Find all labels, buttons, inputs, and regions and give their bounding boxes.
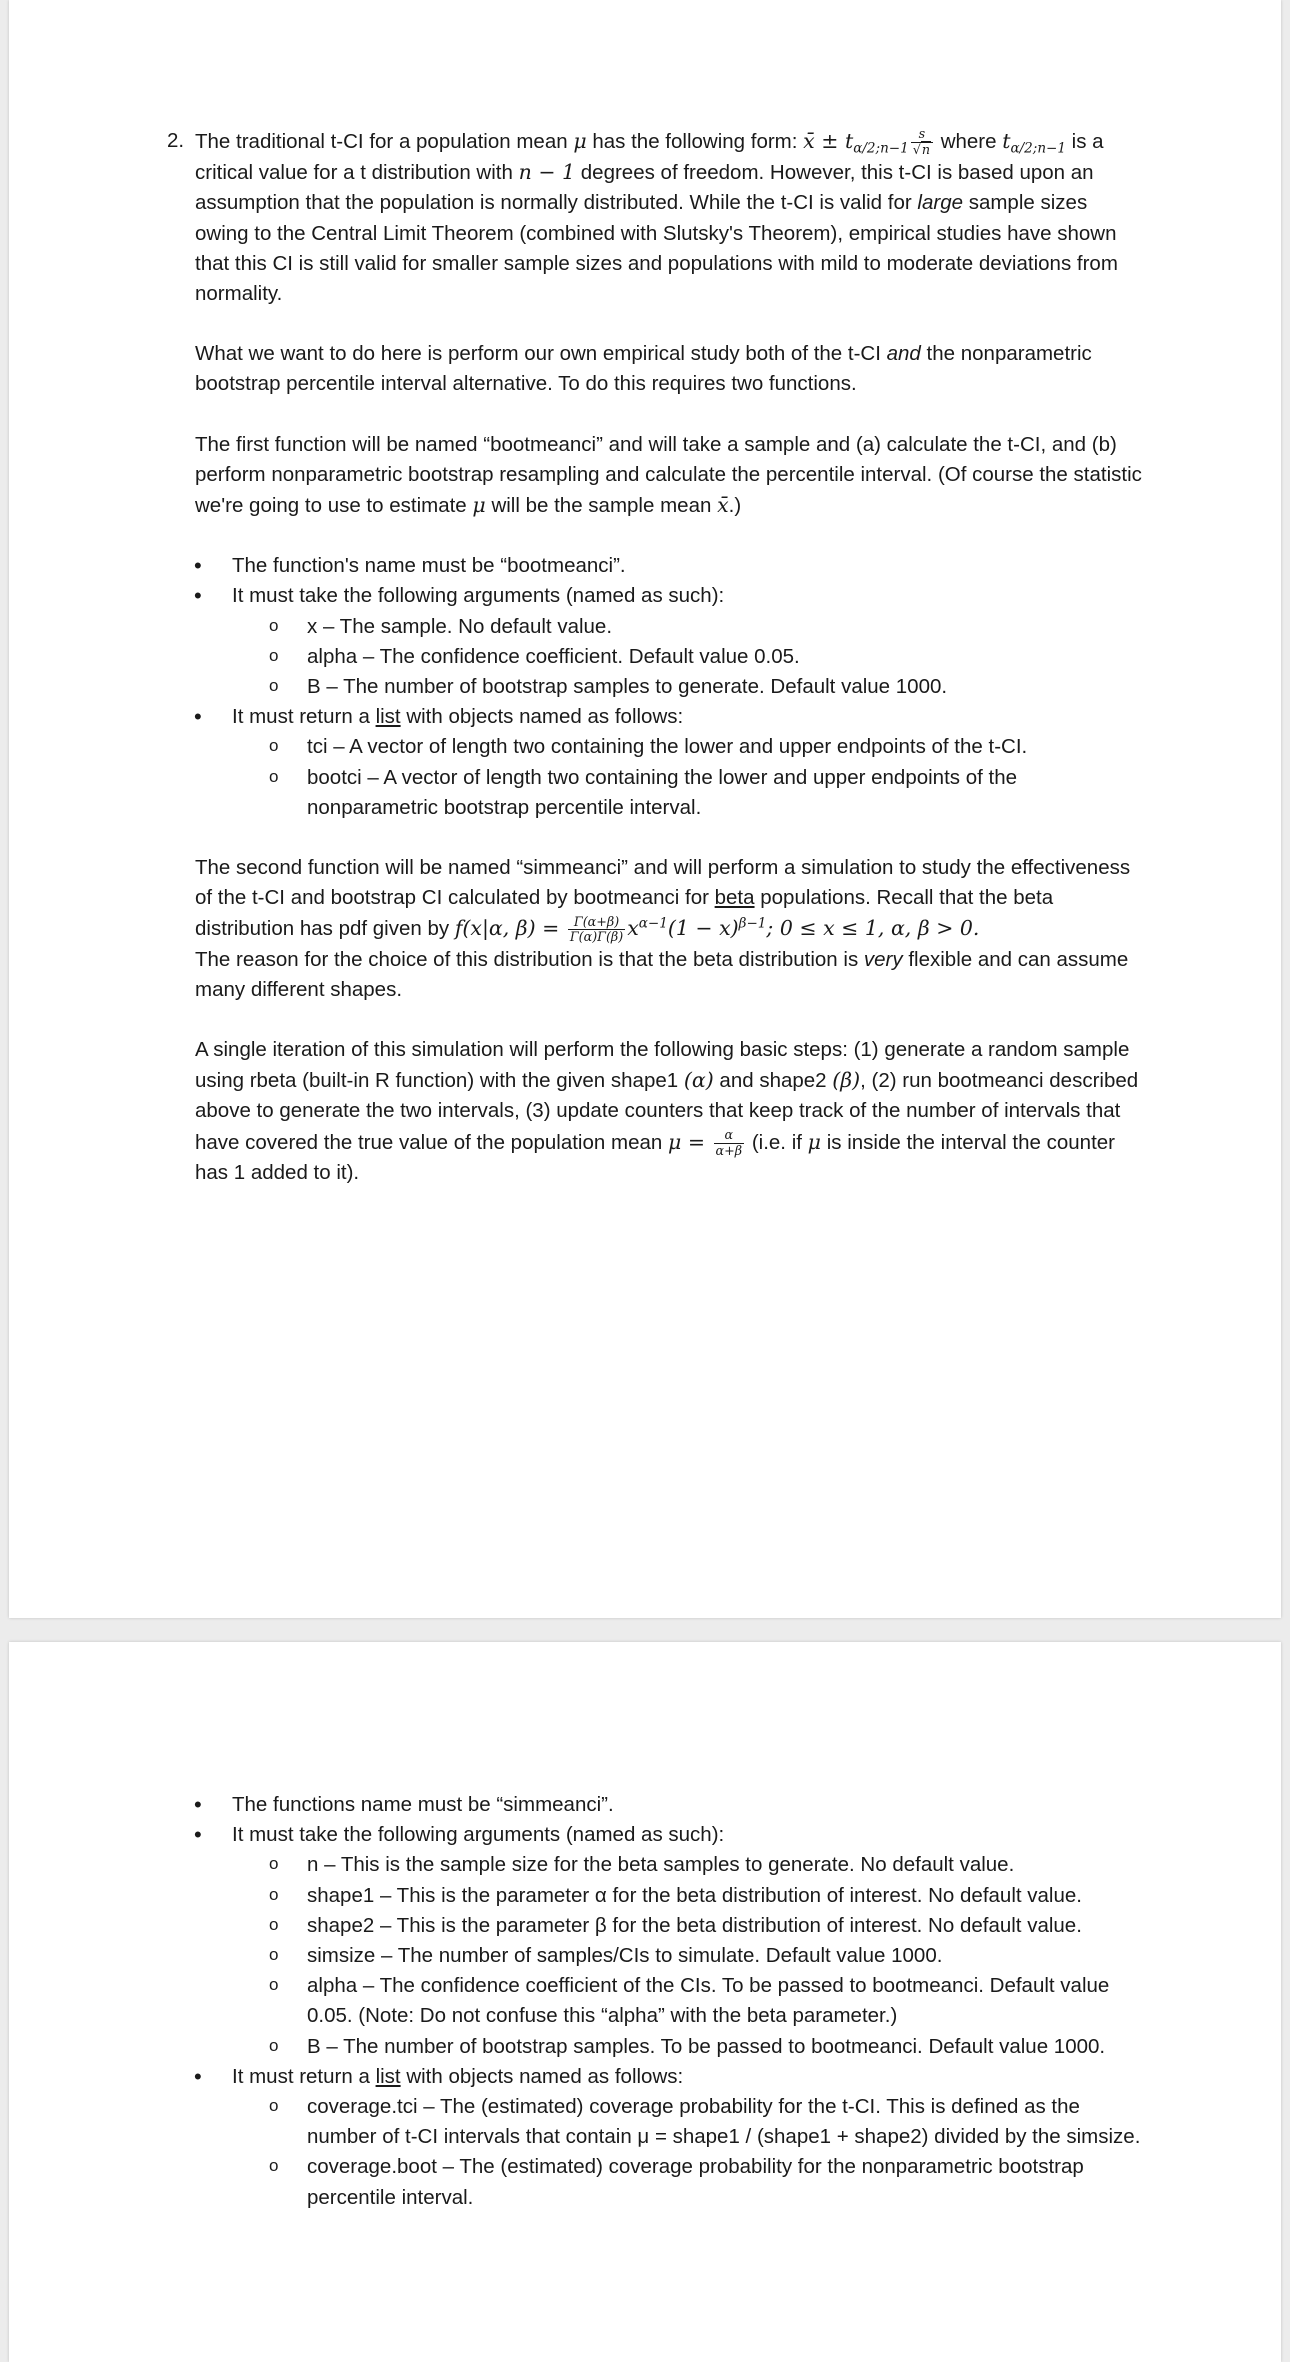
simmeanci-paragraph xyxy=(195,853,1145,1005)
list-item xyxy=(195,581,1145,702)
mu-equals: μ = xyxy=(667,1129,706,1154)
text: sample sizes owing to the Central Limit Theorem (combined with Slutsky's Theorem), empirical studies have shown that this CI is still valid for smaller sample sizes and populations with mild to moderate deviations from normality. xyxy=(195,191,1118,306)
sub-list-item: o x – The sample. No default value. xyxy=(232,612,1145,642)
sub-list-item: o bootci – A vector of length two containing the lower and upper endpoints of the nonparametric bootstrap percentile interval. xyxy=(232,763,1145,823)
text: It must take the following arguments (named as such): xyxy=(232,584,725,608)
sub-list-item: o alpha – The confidence coefficient. Default value 0.05. xyxy=(232,642,1145,672)
frac-denominator: Γ(α)Γ(β) xyxy=(569,929,624,945)
text: , (2) run bootmeanci described above to generate the two intervals, (3) update counters that keep track of the number of intervals that have covered the true value of the population mean xyxy=(195,1069,1139,1154)
support: ; 0 ≤ x ≤ 1, α, β > 0. xyxy=(766,916,980,941)
text: (i.e. if xyxy=(751,1130,802,1154)
text: The function's name must be “bootmeanci”. xyxy=(232,554,626,578)
very-emphasis: very xyxy=(863,947,903,971)
iteration-paragraph xyxy=(195,1035,1145,1188)
sub-list-item: o shape1 – This is the parameter α for the beta distribution of interest. No default value. xyxy=(232,1881,1145,1911)
alpha-symbol: (α) xyxy=(683,1068,714,1093)
xbar-symbol: x̄ xyxy=(717,493,729,518)
text: will be the sample mean xyxy=(491,494,712,518)
list-item xyxy=(195,551,1145,581)
intro-paragraph xyxy=(167,126,1145,309)
arguments-list xyxy=(232,612,1145,703)
bootmeanci-paragraph xyxy=(195,430,1145,522)
list-item xyxy=(195,702,1145,823)
t-ci-formula xyxy=(803,126,935,157)
page-1-content xyxy=(167,126,1145,1218)
document-page-1 xyxy=(9,0,1281,1618)
text: A single iteration of this simulation will perform the following basic steps: (1) generate a random sample using rbeta (built-in R function) with the given shape1 xyxy=(195,1038,1130,1093)
text: is inside the interval the counter has 1 added to it). xyxy=(195,1130,1115,1184)
and-emphasis: and xyxy=(886,342,921,366)
list-underlined: list xyxy=(375,2064,401,2088)
page-2-content xyxy=(195,1790,1145,2243)
study-paragraph xyxy=(195,339,1145,399)
sub-list-item: o B – The number of bootstrap samples to generate. Default value 1000. xyxy=(232,672,1145,702)
beta-underlined: beta xyxy=(714,886,755,910)
sub-list-item: o alpha – The confidence coefficient of the CIs. To be passed to bootmeanci. Default value 0.05. (Note: Do not confuse this “alpha” with the beta parameter.) xyxy=(232,1971,1145,2031)
text: It must return a xyxy=(232,705,370,729)
frac-denominator xyxy=(911,143,933,157)
text: What we want to do here is perform our own empirical study both of the t-CI xyxy=(195,342,881,366)
text: with objects named as follows: xyxy=(406,2064,684,2088)
text: The functions name must be “simmeanci”. xyxy=(232,1793,614,1816)
gamma-fraction xyxy=(568,913,625,945)
sub-list-item: o B – The number of bootstrap samples. To be passed to bootmeanci. Default value 1000. xyxy=(232,2032,1145,2062)
n-minus-1: n − 1 xyxy=(518,160,576,185)
arguments-list xyxy=(232,1850,1145,2061)
plus-minus-symbol: ± xyxy=(821,129,839,153)
t-symbol: t xyxy=(844,129,854,153)
sub-list-item: o coverage.boot – The (estimated) coverage probability for the nonparametric bootstrap percentile interval. xyxy=(232,2152,1145,2212)
return-list xyxy=(232,732,1145,823)
list-item xyxy=(195,2062,1145,2213)
mu-symbol: μ xyxy=(472,493,486,518)
text: .) xyxy=(728,494,742,518)
sqrt-radicand: n xyxy=(921,142,930,157)
text: flexible and can assume many different shapes. xyxy=(195,947,1129,1001)
beta-symbol: (β) xyxy=(832,1068,861,1093)
critical-value xyxy=(1002,129,1066,157)
pdf-lhs: f(x|α, β) = xyxy=(454,916,560,941)
list-underlined: list xyxy=(375,705,401,729)
t-symbol: t xyxy=(1002,129,1011,153)
t-subscript: α/2;n−1 xyxy=(853,140,909,157)
sub-list-item: o coverage.tci – The (estimated) coverage probability for the t-CI. This is defined as the number of t-CI intervals that contain μ = shape1 / (shape1 + shape2) divided by the simsize. xyxy=(232,2092,1145,2152)
text: is a critical value for a t distribution with xyxy=(195,130,1104,185)
document-page-2 xyxy=(9,1642,1281,2362)
return-list xyxy=(232,2092,1145,2213)
text: and shape2 xyxy=(719,1069,827,1093)
mu-symbol: μ xyxy=(573,129,587,153)
text: populations. Recall that the beta distribution has pdf given by xyxy=(195,886,1054,941)
text: It must return a xyxy=(232,2064,370,2088)
frac-numerator: s xyxy=(911,128,933,143)
sub-list-item: o shape2 – This is the parameter β for the beta distribution of interest. No default value. xyxy=(232,1911,1145,1941)
bootmeanci-requirements xyxy=(195,551,1145,823)
sqrt-symbol: √ xyxy=(912,142,921,157)
sub-list-item: o n – This is the sample size for the beta samples to generate. No default value. xyxy=(232,1850,1145,1880)
alpha-fraction xyxy=(714,1126,745,1158)
text: with objects named as follows: xyxy=(406,705,684,729)
t-subscript: α/2;n−1 xyxy=(1010,140,1066,157)
text: where xyxy=(940,130,997,153)
mu-definition xyxy=(667,1126,746,1158)
one-minus-x: (1 − x) xyxy=(667,916,739,941)
mu-symbol: μ xyxy=(807,1129,821,1154)
x-symbol: x xyxy=(627,916,639,941)
sub-list-item: o tci – A vector of length two containing the lower and upper endpoints of the t-CI. xyxy=(232,732,1145,762)
text: the nonparametric bootstrap percentile interval alternative. To do this requires two functions. xyxy=(195,342,1092,396)
beta-pdf-formula xyxy=(454,913,980,945)
text: degrees of freedom. However, this t-CI is based upon an assumption that the population is normally distributed. While the t-CI is valid for xyxy=(195,161,1094,215)
frac-numerator: α xyxy=(714,1129,745,1144)
exponent: α−1 xyxy=(638,916,668,933)
large-emphasis: large xyxy=(917,191,963,215)
exponent: β−1 xyxy=(738,916,767,933)
frac-denominator: α+β xyxy=(715,1142,743,1158)
simmeanci-requirements xyxy=(195,1790,1145,2213)
text: The first function will be named “bootmeanci” and will take a sample and (a) calculate the t-CI, and (b) perform nonparametric bootstrap resampling and calculate the percentile interval. (Of course the statistic we're going to use to estimate xyxy=(195,432,1142,518)
list-item xyxy=(195,1820,1145,2062)
list-item xyxy=(195,1790,1145,1820)
xbar-symbol: x̄ xyxy=(803,129,815,153)
question-number: 2. xyxy=(167,129,185,152)
text: The traditional t-CI for a population mean xyxy=(195,130,568,153)
text: It must take the following arguments (named as such): xyxy=(232,1823,725,1847)
text: The reason for the choice of this distribution is that the beta distribution is xyxy=(195,947,859,971)
frac-numerator: Γ(α+β) xyxy=(568,916,625,931)
text: has the following form: xyxy=(592,130,798,153)
s-over-sqrt-n xyxy=(911,128,933,156)
sub-list-item: o simsize – The number of samples/CIs to simulate. Default value 1000. xyxy=(232,1941,1145,1971)
text: The second function will be named “simmeanci” and will perform a simulation to study the effectiveness of the t-CI and bootstrap CI calculated by bootmeanci for xyxy=(195,856,1131,910)
